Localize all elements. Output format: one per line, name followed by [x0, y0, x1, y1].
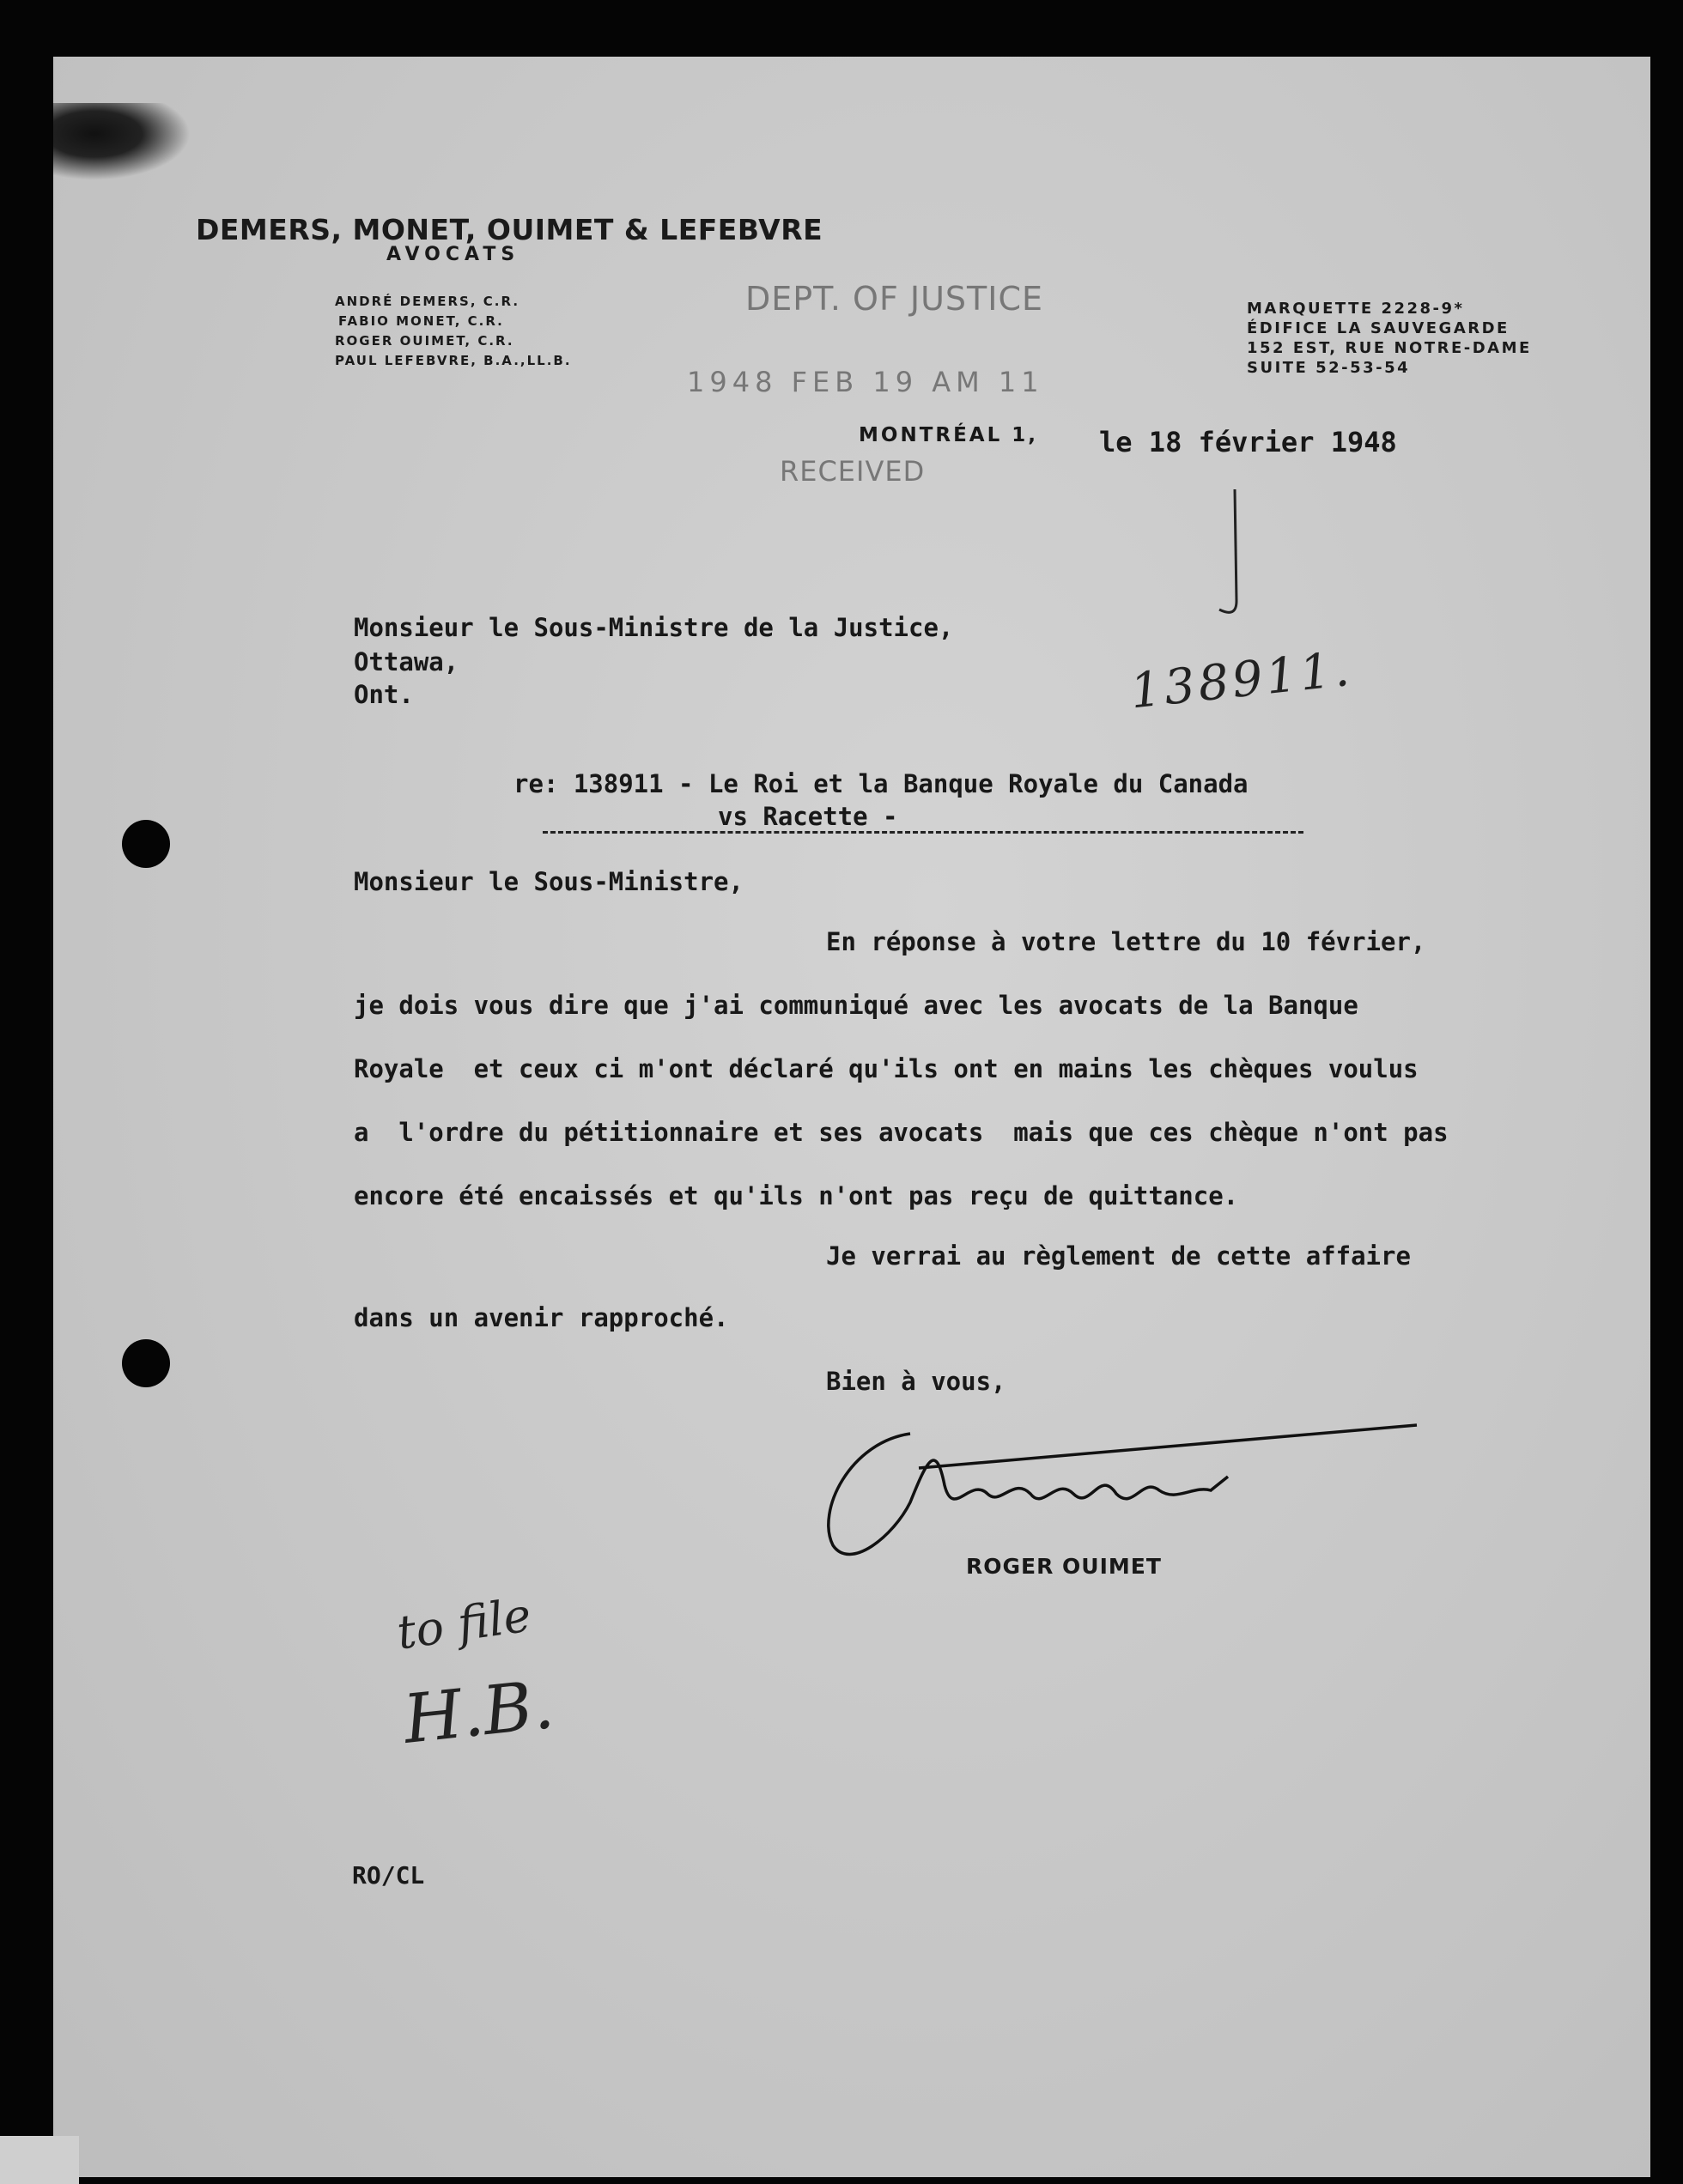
firm-address [1247, 299, 1532, 378]
body-line-6: Je verrai au règlement de cette affaire [826, 1241, 1411, 1271]
partner-3: ROGER OUIMET, C.R. [335, 333, 514, 349]
body-line-3: Royale et ceux ci m'ont déclaré qu'ils ont en mains les chèques voulus [354, 1054, 1419, 1083]
address-line-4: SUITE 52-53-54 [1247, 359, 1411, 377]
handwritten-file-number: 138911. [1127, 640, 1356, 720]
punch-hole-upper [122, 820, 170, 868]
letter-date: le 18 février 1948 [1099, 426, 1397, 458]
recipient-line-1: Monsieur le Sous-Ministre de la Justice, [354, 613, 954, 642]
reference-code: RO/CL [352, 1861, 425, 1890]
damaged-corner [53, 103, 191, 180]
partner-4: PAUL LEFEBVRE, B.A.,LL.B. [335, 353, 572, 368]
bottom-tab [0, 2136, 79, 2184]
address-line-1: MARQUETTE 2228-9* [1247, 300, 1465, 318]
signer-name: ROGER OUIMET [966, 1554, 1162, 1579]
closing: Bien à vous, [826, 1367, 1006, 1396]
address-line-2: ÉDIFICE LA SAUVEGARDE [1247, 319, 1510, 337]
re-line-continued: vs Racette - [718, 802, 898, 831]
body-line-2: je dois vous dire que j'ai communiqué avec les avocats de la Banque [354, 991, 1358, 1020]
stamp-dept: DEPT. OF JUSTICE [745, 280, 1043, 318]
punch-hole-lower [122, 1339, 170, 1387]
partner-2: FABIO MONET, C.R. [338, 313, 504, 329]
partner-list [335, 292, 572, 371]
re-underline [543, 831, 1303, 834]
stamp-date: 1948 FEB 19 AM 11 [687, 366, 1044, 398]
place: MONTRÉAL 1, [859, 424, 1039, 446]
firm-subtitle: AVOCATS [386, 244, 520, 265]
recipient-line-2: Ottawa, [354, 647, 459, 676]
body-line-5: encore été encaissés et qu'ils n'ont pas reçu de quittance. [354, 1181, 1239, 1210]
partner-1: ANDRÉ DEMERS, C.R. [335, 294, 520, 309]
body-line-4: a l'ordre du pétitionnaire et ses avocats mais que ces chèque n'ont pas [354, 1118, 1449, 1147]
handwritten-to-file: to file [393, 1587, 535, 1660]
body-line-1: En réponse à votre lettre du 10 février, [826, 927, 1426, 956]
handwritten-bracket-mark [1202, 481, 1254, 627]
stamp-received: RECEIVED [780, 455, 926, 488]
firm-name: DEMERS, MONET, OUIMET & LEFEBVRE [196, 213, 823, 246]
salutation: Monsieur le Sous-Ministre, [354, 867, 744, 896]
body-line-7: dans un avenir rapproché. [354, 1303, 729, 1332]
re-line: re: 138911 - Le Roi et la Banque Royale du Canada [513, 769, 1249, 798]
handwritten-initials: H.B. [399, 1666, 558, 1759]
address-line-3: 152 EST, RUE NOTRE-DAME [1247, 339, 1532, 357]
recipient-line-3: Ont. [354, 680, 414, 709]
